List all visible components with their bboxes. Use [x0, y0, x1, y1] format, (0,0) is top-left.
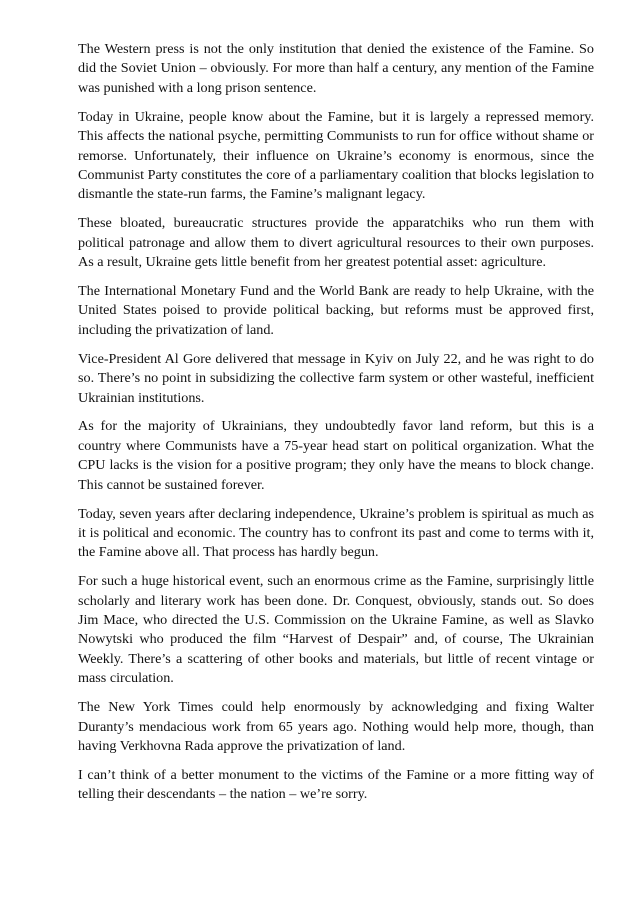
paragraph-2: Today in Ukraine, people know about the Famine, but it is largely a repressed memory. This affects the national psyche, permitting Communists to run for office without shame or remorse. Unfortunately, their influence on Ukraine’s economy is enormous, since the Communist Party constitutes the core of a parliamentary coalition that blocks legislation to dismantle the state-run farms, the Famine’s malignant legacy. — [78, 108, 594, 203]
paragraph-10: I can’t think of a better monument to the victims of the Famine or a more fitting way of telling their descendants – the nation – we’re sorry. — [78, 766, 594, 803]
paragraph-5: Vice-President Al Gore delivered that message in Kyiv on July 22, and he was right to do so. There’s no point in subsidizing the collective farm system or other wasteful, inefficient Ukrainian institutions. — [78, 350, 594, 406]
paragraph-3: These bloated, bureaucratic structures provide the apparatchiks who run them with political patronage and allow them to divert agricultural resources to their own purposes. As a result, Ukraine gets little benefit from her greatest potential asset: agriculture. — [78, 215, 594, 271]
document-page — [78, 40, 594, 814]
paragraph-9: The New York Times could help enormously by acknowledging and fixing Walter Duranty’s mendacious work from 65 years ago. Nothing would help more, though, than having Verkhovna Rada approve the privatization of land. — [78, 699, 594, 754]
paragraph-6: As for the majority of Ukrainians, they undoubtedly favor land reform, but this is a country where Communists have a 75-year head start on political organization. What the CPU lacks is the vision for a positive program; they only have the means to block change. This cannot be sustained forever. — [78, 418, 594, 493]
paragraph-4: The International Monetary Fund and the World Bank are ready to help Ukraine, with the United States poised to provide political backing, but reforms must be approved first, including the privatization of land. — [78, 282, 594, 338]
paragraph-7: Today, seven years after declaring independence, Ukraine’s problem is spiritual as much as it is political and economic. The country has to confront its past and come to terms with it, the Famine above all. That process has hardly begun. — [78, 505, 594, 561]
paragraph-8: For such a huge historical event, such an enormous crime as the Famine, surprisingly little scholarly and literary work has been done. Dr. Conquest, obviously, stands out. So does Jim Mace, who directed the U.S. Commission on the Ukraine Famine, as well as Slavko Nowytski who produced the film “Harvest of Despair” and, of course, The Ukrainian Weekly. There’s a scattering of other books and materials, but little of recent vintage or mass circulation. — [78, 573, 594, 687]
paragraph-1: The Western press is not the only institution that denied the existence of the Famine. So did the Soviet Union – obviously. For more than half a century, any mention of the Famine was punished with a long prison sentence. — [78, 41, 594, 96]
